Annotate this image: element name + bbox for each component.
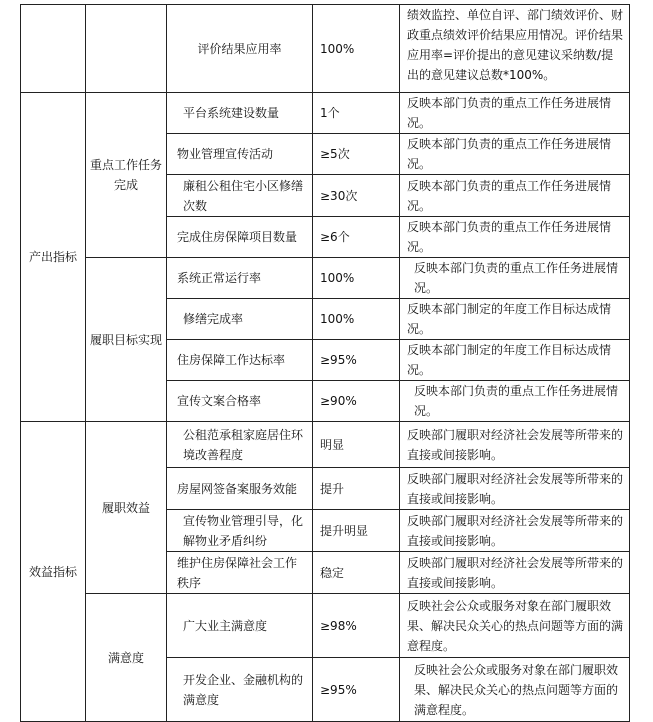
value-cell: 提升明显 <box>313 510 400 552</box>
note-cell: 反映部门履职对经济社会发展等所带来的直接或间接影响。 <box>400 468 630 510</box>
value-cell: ≥6个 <box>313 217 400 258</box>
table-row <box>21 258 630 299</box>
note-cell: 反映本部门负责的重点工作任务进展情况。 <box>400 217 630 258</box>
value-cell: ≥95% <box>313 340 400 381</box>
value-cell: 提升 <box>313 468 400 510</box>
subcategory-cell: 满意度 <box>86 594 167 722</box>
note-cell: 反映社会公众或服务对象在部门履职效果、解决民众关心的热点问题等方面的满意程度。 <box>400 658 630 722</box>
table-row <box>21 422 630 468</box>
subcategory-cell: 履职目标实现 <box>86 258 167 422</box>
value-cell: 稳定 <box>313 552 400 594</box>
indicator-cell: 房屋网签备案服务效能 <box>167 468 313 510</box>
note-cell: 反映本部门负责的重点工作任务进展情况。 <box>400 381 630 422</box>
value-cell: ≥30次 <box>313 175 400 217</box>
performance-indicator-table <box>20 4 630 722</box>
indicator-cell: 完成住房保障项目数量 <box>167 217 313 258</box>
indicator-cell: 宣传文案合格率 <box>167 381 313 422</box>
note-cell: 反映本部门负责的重点工作任务进展情况。 <box>400 258 630 299</box>
category-cell: 产出指标 <box>21 93 86 422</box>
value-cell: ≥98% <box>313 594 400 658</box>
value-cell: 100% <box>313 5 400 93</box>
indicator-cell: 修缮完成率 <box>167 299 313 340</box>
note-cell: 反映社会公众或服务对象在部门履职效果、解决民众关心的热点问题等方面的满意程度。 <box>400 594 630 658</box>
note-cell: 反映部门履职对经济社会发展等所带来的直接或间接影响。 <box>400 510 630 552</box>
indicator-cell: 宣传物业管理引导，化解物业矛盾纠纷 <box>167 510 313 552</box>
value-cell: 100% <box>313 299 400 340</box>
indicator-cell: 住房保障工作达标率 <box>167 340 313 381</box>
table-row <box>21 594 630 658</box>
note-cell: 反映本部门制定的年度工作目标达成情况。 <box>400 340 630 381</box>
note-cell: 反映部门履职对经济社会发展等所带来的直接或间接影响。 <box>400 552 630 594</box>
indicator-cell: 开发企业、金融机构的满意度 <box>167 658 313 722</box>
value-cell: 1个 <box>313 93 400 134</box>
subcategory-cell-empty <box>86 5 167 93</box>
category-cell-empty <box>21 5 86 93</box>
indicator-cell: 系统正常运行率 <box>167 258 313 299</box>
table-row <box>21 5 630 93</box>
indicator-cell: 维护住房保障社会工作秩序 <box>167 552 313 594</box>
value-cell: ≥95% <box>313 658 400 722</box>
note-cell: 反映本部门负责的重点工作任务进展情况。 <box>400 134 630 175</box>
note-cell: 反映部门履职对经济社会发展等所带来的直接或间接影响。 <box>400 422 630 468</box>
indicator-cell: 评价结果应用率 <box>167 5 313 93</box>
subcategory-cell: 履职效益 <box>86 422 167 594</box>
indicator-cell: 广大业主满意度 <box>167 594 313 658</box>
value-cell: ≥90% <box>313 381 400 422</box>
note-cell: 反映本部门负责的重点工作任务进展情况。 <box>400 93 630 134</box>
indicator-cell: 物业管理宣传活动 <box>167 134 313 175</box>
value-cell: ≥5次 <box>313 134 400 175</box>
value-cell: 100% <box>313 258 400 299</box>
value-cell: 明显 <box>313 422 400 468</box>
indicator-cell: 公租范承租家庭居住环境改善程度 <box>167 422 313 468</box>
indicator-cell: 平台系统建设数量 <box>167 93 313 134</box>
note-cell: 反映本部门负责的重点工作任务进展情况。 <box>400 175 630 217</box>
subcategory-cell: 重点工作任务完成 <box>86 93 167 258</box>
category-cell: 效益指标 <box>21 422 86 722</box>
indicator-cell: 廉租公租住宅小区修缮次数 <box>167 175 313 217</box>
note-cell: 反映本部门制定的年度工作目标达成情况。 <box>400 299 630 340</box>
note-cell: 绩效监控、单位自评、部门绩效评价、财政重点绩效评价结果应用情况。评价结果应用率=评价提出的意见建议采纳数/提出的意见建议总数*100%。 <box>400 5 630 93</box>
table-row <box>21 93 630 134</box>
